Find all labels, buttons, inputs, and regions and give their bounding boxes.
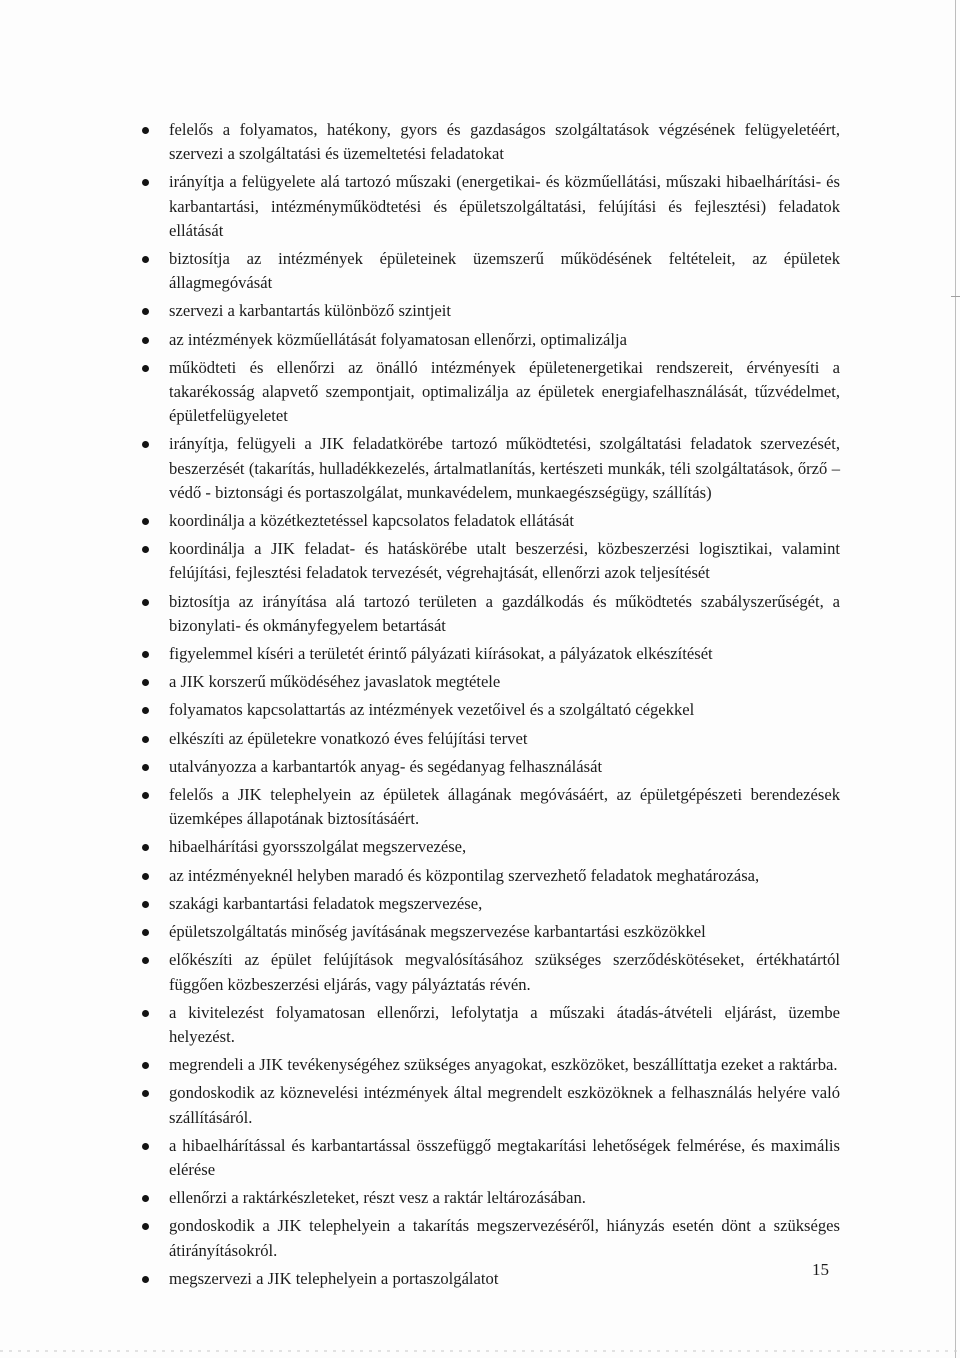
list-item	[140, 670, 840, 694]
list-item	[140, 1134, 840, 1182]
list-item-text: megrendeli a JIK tevékenységéhez szükséges anyagokat, eszközöket, beszállíttatja ezeket a raktárba.	[169, 1055, 838, 1075]
list-item-text: felelős a folyamatos, hatékony, gyors és gazdaságos szolgáltatások végzésének felügyeletéért, szervezi a szolgáltatási és üzemeltetési feladatokat	[169, 120, 840, 164]
list-item	[140, 948, 840, 996]
bullet-icon	[142, 179, 149, 186]
bullet-icon	[142, 1062, 149, 1069]
list-item	[140, 1186, 840, 1210]
bullet-icon	[142, 546, 149, 553]
list-item	[140, 299, 840, 323]
page-edge-line	[955, 0, 956, 1358]
bullet-icon	[142, 1195, 149, 1202]
list-item-text: szervezi a karbantartás különböző szintjeit	[169, 301, 451, 321]
list-item	[140, 864, 840, 888]
list-item-text: elkészíti az épületekre vonatkozó éves felújítási tervet	[169, 728, 528, 748]
list-item-text: koordinálja a JIK feladat- és hatáskörébe utalt beszerzési, közbeszerzési logisztikai, valamint felújítási, fejlesztési feladatok tervezését, végrehajtását, ellenőrzi azok teljesítését	[169, 539, 840, 583]
list-item-text: megszervezi a JIK telephelyein a portaszolgálatot	[169, 1268, 499, 1288]
list-item-text: koordinálja a közétkeztetéssel kapcsolatos feladatok ellátását	[169, 511, 574, 531]
list-item	[140, 170, 840, 243]
list-item	[140, 247, 840, 295]
bullet-icon	[142, 441, 149, 448]
list-item	[140, 892, 840, 916]
list-item-text: hibaelhárítási gyorsszolgálat megszervezése,	[169, 837, 467, 857]
list-item	[140, 755, 840, 779]
list-item-text: működteti és ellenőrzi az önálló intézmények épületenergetikai rendszereit, érvényesíti a takarékosság alapvető szempontjait, optimalizálja az épületek energiafelhasználását, tűzvédelmet, épületfelügyeletet	[169, 357, 840, 426]
list-item	[140, 698, 840, 722]
bullet-icon	[142, 1090, 149, 1097]
bullet-icon	[142, 707, 149, 714]
scan-noise-strip	[0, 1350, 960, 1352]
page-edge-mark	[951, 296, 960, 297]
bullet-icon	[142, 1276, 149, 1283]
list-item	[140, 356, 840, 429]
list-item-text: folyamatos kapcsolattartás az intézmények vezetőivel és a szolgáltató cégekkel	[169, 700, 695, 720]
list-item-text: gondoskodik az köznevelési intézmények által megrendelt eszközöknek a felhasználás helyére való szállításáról.	[169, 1083, 840, 1127]
list-item-text: az intézmények közműellátását folyamatosan ellenőrzi, optimalizálja	[169, 329, 627, 349]
bullet-icon	[142, 256, 149, 263]
bullet-icon	[142, 1223, 149, 1230]
list-item-text: irányítja, felügyeli a JIK feladatkörébe tartozó működtetési, szolgáltatási feladatok szervezését, beszerzését (takarítás, hulladékkezelés, ártalmatlanítás, kertészeti munkák, téli szolgáltatások, őrző – védő - biztonsági és portaszolgálat, munkavédelem, munkaegészségügy, szállítás)	[169, 434, 840, 502]
list-item	[140, 328, 840, 352]
list-item-text: figyelemmel kíséri a területét érintő pályázati kiírásokat, a pályázatok elkészítését	[169, 644, 713, 664]
list-item	[140, 1001, 840, 1049]
list-item-text: biztosítja az intézmények épületeinek üzemszerű működésének feltételeit, az épületek állagmegóvását	[169, 249, 840, 293]
list-item	[140, 1053, 840, 1077]
list-item-text: ellenőrzi a raktárkészleteket, részt vesz a raktár leltározásában.	[169, 1188, 586, 1208]
list-item	[140, 509, 840, 533]
bullet-icon	[142, 873, 149, 880]
bullet-icon	[142, 736, 149, 743]
list-item-text: utalványozza a karbantartók anyag- és segédanyag felhasználását	[169, 756, 603, 776]
list-item	[140, 590, 840, 638]
list-item	[140, 537, 840, 585]
list-item	[140, 118, 840, 166]
bullet-icon	[142, 651, 149, 658]
page-number: 15	[812, 1260, 829, 1279]
list-item-text: a JIK korszerű működéséhez javaslatok megtétele	[169, 672, 501, 692]
bullet-icon	[142, 1143, 149, 1150]
bullet-icon	[142, 929, 149, 936]
list-item-text: gondoskodik a JIK telephelyein a takarítás megszervezéséről, hiányzás esetén dönt a szükséges átirányításokról.	[169, 1216, 840, 1260]
bullet-icon	[142, 957, 149, 964]
list-item	[140, 783, 840, 831]
list-item	[140, 835, 840, 859]
bullet-icon	[142, 127, 149, 134]
responsibilities-list	[140, 118, 840, 1295]
bullet-icon	[142, 518, 149, 525]
list-item	[140, 920, 840, 944]
list-item-text: szakági karbantartási feladatok megszervezése,	[169, 893, 483, 913]
list-item	[140, 1214, 840, 1262]
list-item-text: épületszolgáltatás minőség javításának megszervezése karbantartási eszközökkel	[169, 922, 706, 942]
list-item-text: felelős a JIK telephelyein az épületek állagának megóvásáért, az épületgépészeti berendezések üzemképes állapotának biztosításáért.	[169, 785, 840, 829]
list-item	[140, 1267, 840, 1291]
bullet-icon	[142, 764, 149, 771]
bullet-icon	[142, 901, 149, 908]
list-item	[140, 642, 840, 666]
bullet-icon	[142, 679, 149, 686]
bullet-icon	[142, 337, 149, 344]
bullet-icon	[142, 792, 149, 799]
list-item	[140, 727, 840, 751]
bullet-icon	[142, 599, 149, 606]
bullet-icon	[142, 308, 149, 315]
bullet-icon	[142, 365, 149, 372]
bullet-icon	[142, 1010, 149, 1017]
list-item-text: a kivitelezést folyamatosan ellenőrzi, lefolytatja a műszaki átadás-átvételi eljárást, üzembe helyezést.	[169, 1002, 840, 1046]
list-item	[140, 1081, 840, 1129]
list-item-text: biztosítja az irányítása alá tartozó területen a gazdálkodás és működtetés szabályszerűségét, a bizonylati- és okmányfegyelem betartását	[169, 591, 840, 635]
bullet-icon	[142, 844, 149, 851]
list-item-text: irányítja a felügyelete alá tartozó műszaki (energetikai- és közműellátási, műszaki hibaelhárítási- és karbantartási, intézményműködtetési és épületszolgáltatási, felújítási és fejlesztési) feladatok ellátását	[169, 172, 840, 240]
list-item	[140, 432, 840, 505]
list-item-text: a hibaelhárítással és karbantartással összefüggő megtakarítási lehetőségek felmérése, és maximális elérése	[169, 1135, 840, 1179]
list-item-text: előkészíti az épület felújítások megvalósításához szükséges szerződéskötéseket, értékhatártól függően közbeszerzési eljárás, vagy pályáztatás révén.	[169, 950, 840, 994]
list-item-text: az intézményeknél helyben maradó és központilag szervezhető feladatok meghatározása,	[169, 865, 760, 885]
